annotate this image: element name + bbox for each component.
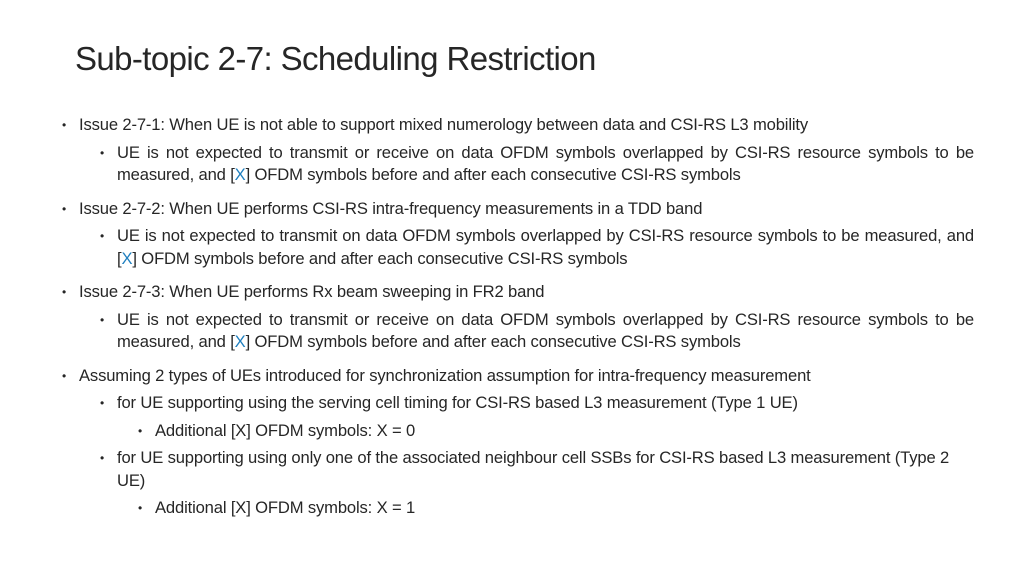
- slide-content: [62, 114, 974, 520]
- bullet-icon: •: [100, 396, 105, 410]
- sub-bullet-text-end: ] OFDM symbols before and after each consecutive CSI-RS symbols: [245, 332, 741, 351]
- bullet-icon: •: [62, 285, 67, 299]
- bullet-icon: •: [100, 229, 105, 243]
- bullet-icon: •: [62, 201, 67, 216]
- sub-bullet-item: [62, 142, 974, 187]
- detail-bullet-text: Additional [X] OFDM symbols: X = 0: [155, 420, 416, 440]
- sub-bullet-text-start: UE is not expected to transmit or receive on data OFDM symbols overlapped by CSI-RS resource symbols to be measured, and [: [117, 309, 974, 351]
- bullet-item: [62, 114, 974, 137]
- sub-bullet-text-start: UE is not expected to transmit on data OFDM symbols overlapped by CSI-RS resource symbols to be measured, and [: [117, 226, 974, 268]
- detail-bullet-text: Additional [X] OFDM symbols: X = 1: [155, 498, 416, 517]
- sub-bullet-item: [62, 225, 974, 270]
- bullet-icon: •: [100, 312, 105, 327]
- sub-bullet-text: for UE supporting using the serving cell timing for CSI-RS based L3 measurement (Type 1 UE): [117, 393, 798, 412]
- bullet-text: Issue 2-7-2: When UE performs CSI-RS intra-frequency measurements in a TDD band: [79, 198, 703, 218]
- detail-bullet-item: [62, 497, 974, 520]
- bullet-icon: •: [62, 368, 67, 383]
- bullet-icon: •: [138, 501, 143, 515]
- sub-bullet-item: [62, 309, 974, 354]
- bullet-item: [62, 365, 974, 388]
- bullet-text: Issue 2-7-3: When UE performs Rx beam sweeping in FR2 band: [79, 282, 545, 301]
- placeholder-x: X: [121, 248, 133, 268]
- bullet-item: [62, 281, 974, 304]
- slide-title: Sub-topic 2-7: Scheduling Restriction: [75, 40, 596, 77]
- bullet-icon: •: [62, 118, 67, 132]
- bullet-item: [62, 198, 974, 221]
- detail-bullet-item: [62, 420, 974, 443]
- bullet-icon: •: [100, 451, 105, 465]
- sub-bullet-text: for UE supporting using only one of the associated neighbour cell SSBs for CSI-RS based L3 measurement (Type 2 UE): [117, 448, 950, 490]
- sub-bullet-text-start: UE is not expected to transmit or receive on data OFDM symbols overlapped by CSI-RS resource symbols to be measured, and [: [117, 142, 974, 184]
- sub-bullet-text-end: ] OFDM symbols before and after each consecutive CSI-RS symbols: [245, 165, 741, 184]
- placeholder-x: X: [234, 332, 246, 351]
- sub-bullet-item: [62, 447, 974, 492]
- bullet-text: Issue 2-7-1: When UE is not able to support mixed numerology between data and CSI-RS L3 mobility: [79, 115, 809, 134]
- bullet-text: Assuming 2 types of UEs introduced for synchronization assumption for intra-frequency measurement: [79, 365, 811, 385]
- bullet-icon: •: [100, 145, 105, 160]
- placeholder-x: X: [234, 165, 246, 184]
- bullet-icon: •: [138, 423, 143, 438]
- sub-bullet-text-end: ] OFDM symbols before and after each consecutive CSI-RS symbols: [132, 248, 628, 268]
- sub-bullet-item: [62, 392, 974, 415]
